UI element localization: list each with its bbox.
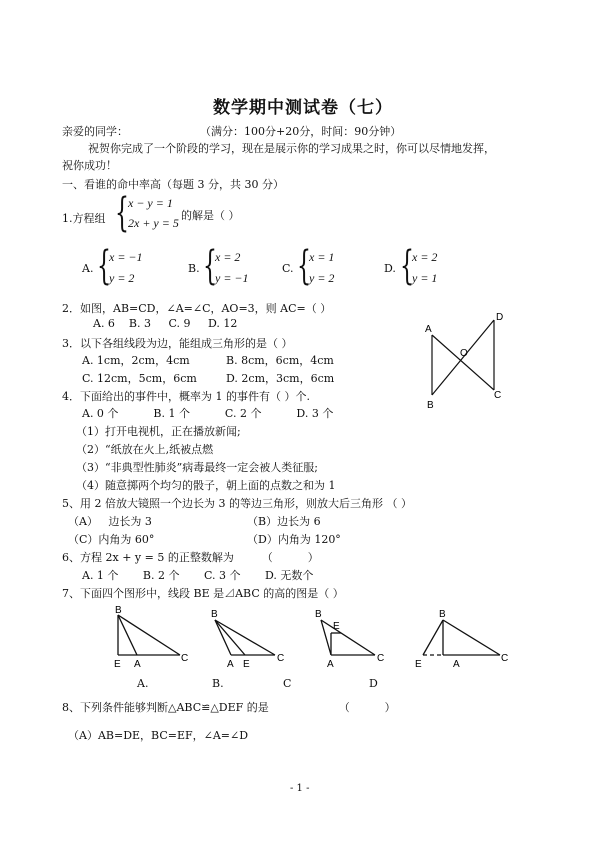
q3-text: 3．以下各组线段为边，能组成三角形的是（ ） [62,337,293,350]
q1-option-d-brace: { [400,243,414,289]
q3-option-a: A. 1cm，2cm，4cm [82,354,190,367]
q7-b-label-b: B [211,609,218,620]
intro-line-1: 祝贺你完成了一个阶段的学习，现在是展示你的学习成果之时，你可以尽情地发挥， [88,142,495,155]
q7-c-label-e: E [333,621,340,632]
q7-c-label-a: A [327,659,334,670]
q1-prefix: 1.方程组 [62,212,106,225]
q7-figure-d [415,609,508,670]
page-title: 数学期中测试卷（七） [213,98,393,118]
q4-text: 4．下面给出的事件中，概率为 1 的事件有（ ）个. [62,390,310,403]
q7-a-label-a: A [134,659,141,670]
q1-suffix: 的解是（ ） [181,209,240,222]
q4-item-1: （1）打开电视机，正在播放新闻; [76,425,241,438]
greeting: 亲爱的同学： [62,125,128,138]
q1-option-a-line2: y = 2 [109,271,135,285]
q7-c-label-c: C [377,653,385,664]
q7-text: 7、下面四个图形中，线段 BE 是⊿ABC 的高的图是（ ） [62,587,344,600]
bowtie-label-d: D [496,312,504,323]
q1-option-b-line1: x = 2 [215,250,241,264]
q1-option-c-brace: { [297,243,311,289]
score-info: （满分：100分+20分，时间：90分钟） [200,125,402,138]
q1-option-c-label: C. [282,262,294,275]
bowtie-figure [422,310,532,411]
q7-fig-label-b: B. [212,677,224,690]
page-number: - 1 - [290,783,310,794]
q4-item-4: （4）随意掷两个均匀的骰子，朝上面的点数之和为 1 [76,479,336,492]
q1-option-a-label: A. [82,262,94,275]
q7-fig-label-c: C [283,677,292,690]
q2-options: A. 6 B. 3 C. 9 D. 12 [93,317,238,330]
q7-c-label-b: B [315,609,322,620]
q7-d-label-e: E [415,659,422,670]
q1-option-a-line1: x = −1 [109,250,143,264]
q7-fig-label-d: D [369,677,378,690]
q7-b-line-bc [215,620,275,655]
q1-option-d-line1: x = 2 [412,250,438,264]
intro-line-2: 祝你成功！ [62,159,117,172]
q5-option-d: （D）内角为 120° [247,533,341,546]
q7-d-line-bc [443,620,500,655]
q3-option-c: C. 12cm，5cm，6cm [82,372,197,385]
q8-option-a: （A）AB=DE，BC=EF，∠A=∠D [68,729,249,742]
q1-option-b-brace: { [203,243,217,289]
q7-figure-c [315,609,384,670]
q1-option-c-line1: x = 1 [309,250,335,264]
q7-fig-label-a: A. [137,677,149,690]
q3-option-d: D. 2cm，3cm，6cm [226,372,335,385]
q5-option-a: （A） 边长为 3 [68,515,152,528]
bowtie-label-c: C [494,390,502,401]
q6-options: A. 1 个 B. 2 个 C. 3 个 D. 无数个 [82,569,314,582]
q1-option-b-label: B. [188,262,200,275]
q7-d-line-ae [423,620,443,655]
bowtie-label-a: A [425,324,432,335]
q7-a-label-e: E [114,659,121,670]
q7-b-label-c: C [277,653,285,664]
q7-a-label-c: C [181,653,189,664]
q1-option-d-label: D. [384,262,396,275]
q7-figures [105,605,525,680]
section-heading: 一、看谁的命中率高（每题 3 分，共 30 分） [62,178,284,191]
q7-d-label-b: B [439,609,446,620]
bowtie-label-o: O [460,348,468,359]
q1-option-b-line2: y = −1 [215,271,249,285]
q7-b-label-a: A [227,659,234,670]
q1-eq2: 2x + y = 5 [128,216,179,230]
q2-text: 2．如图，AB=CD，∠A=∠C，AO=3，则 AC=（ ） [62,302,332,315]
q5-option-b: （B）边长为 6 [247,515,321,528]
q3-option-b: B. 8cm，6cm，4cm [226,354,334,367]
q4-item-2: （2）“纸放在火上,纸被点燃 [76,443,214,456]
bowtie-label-b: B [427,400,434,411]
q7-figure-a [114,605,188,670]
q7-b-label-e: E [243,659,250,670]
q7-figure-b [211,609,284,670]
q1-option-a-brace: { [97,243,111,289]
q4-item-3: （3）“非典型性肺炎”病毒最终一定会被人类征服; [76,461,318,474]
q7-d-label-a: A [453,659,460,670]
q4-options: A. 0 个 B. 1 个 C. 2 个 D. 3 个 [82,407,334,420]
q7-b-line-be [215,620,245,655]
q5-text: 5、用 2 倍放大镜照一个边长为 3 的等边三角形，则放大后三角形 （ ） [62,497,412,510]
q8-text: 8、下列条件能够判断△ABC≌△DEF 的是 （ ） [62,701,396,714]
q1-eq1: x − y = 1 [128,196,173,210]
q7-a-label-b: B [115,605,122,616]
q1-option-c-line2: y = 2 [309,271,335,285]
bowtie-line-ac [432,335,494,390]
q5-option-c: （C）内角为 60° [68,533,155,546]
q1-option-d-line2: y = 1 [412,271,438,285]
q1-brace: { [115,190,129,236]
q7-d-label-c: C [501,653,509,664]
q6-text: 6、方程 2x + y = 5 的正整数解为 （ ） [62,551,319,564]
